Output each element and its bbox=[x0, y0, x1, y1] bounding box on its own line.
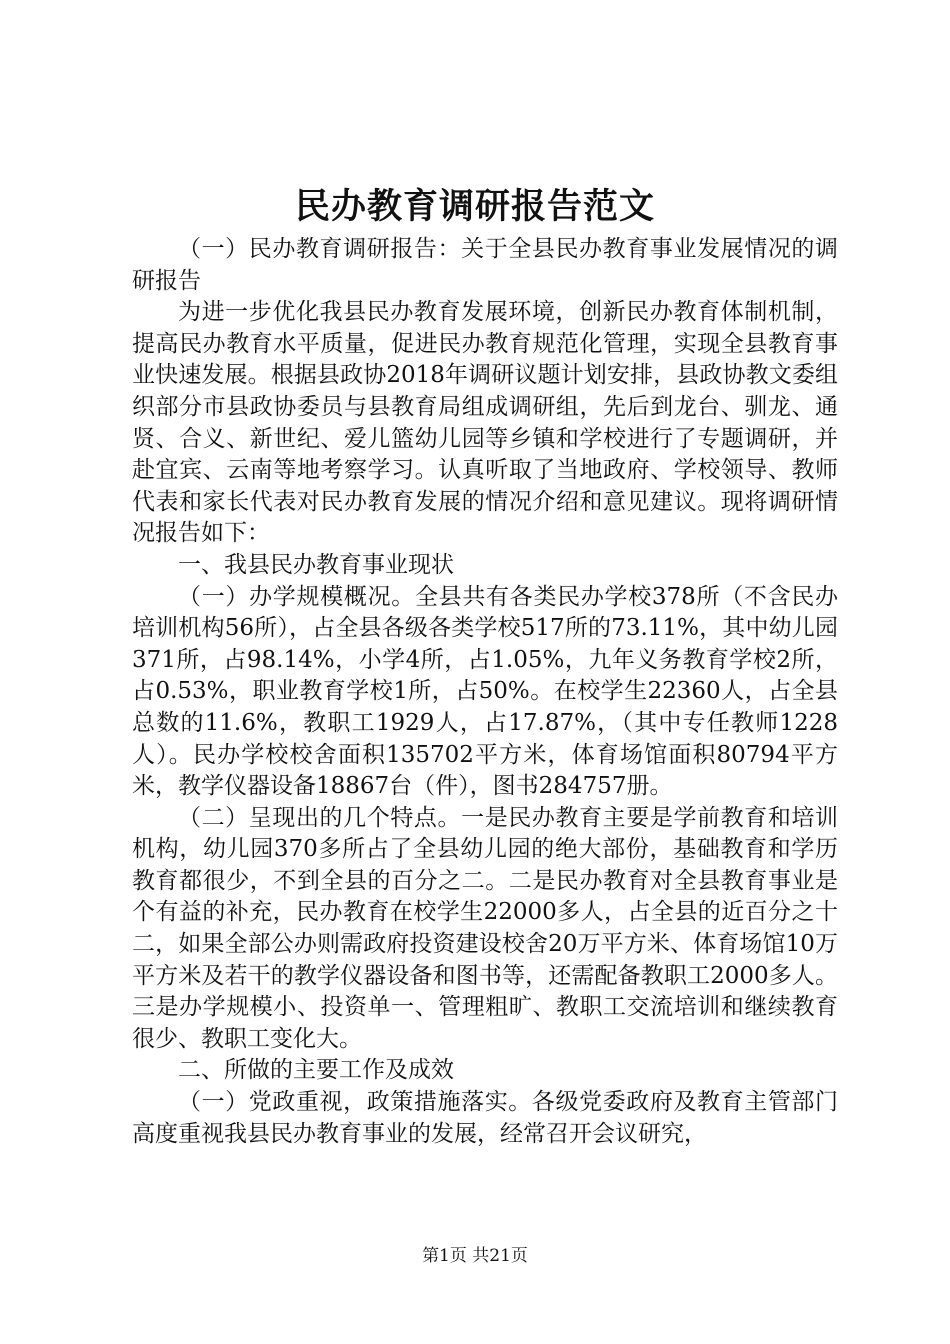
document-body bbox=[132, 234, 838, 1150]
document-title: 民办教育调研报告范文 bbox=[294, 186, 655, 227]
page-number-footer: 第1页 共21页 bbox=[422, 1246, 528, 1266]
paragraph-school-scale: （一）办学规模概况。全县共有各类民办学校378所（不含民办培训机构56所），占全县各级各类学校517所的73.11%，其中幼儿园371所，占98.14%，小学4所，占1.05%，九年义务教育学校2所，占0.53%，职业教育学校1所，占50%。在校学生22360人，占全县总数的11.6%，教职工1929人，占17.87%，（其中专任教师1228人）。民办学校校舍面积135702平方米，体育场馆面积80794平方米，教学仪器设备18867台（件），图书284757册。 bbox=[132, 583, 838, 800]
paragraph-characteristics: （二）呈现出的几个特点。一是民办教育主要是学前教育和培训机构，幼儿园370多所占了全县幼儿园的绝大部份，基础教育和学历教育都很少，不到全县的百分之二。二是民办教育对全县教育事业是个有益的补充，民办教育在校学生22000多人，占全县的近百分之十二，如果全部公办则需政府投资建设校舍20万平方米、体育场馆10万平方米及若干的教学仪器设备和图书等，还需配备教职工2000多人。三是办学规模小、投资单一、管理粗旷、教职工交流培训和继续教育很少、教职工变化大。 bbox=[132, 804, 838, 1052]
section-heading-main-work: 二、所做的主要工作及成效 bbox=[178, 1057, 454, 1084]
paragraph-introduction: 为进一步优化我县民办教育发展环境，创新民办教育体制机制，提高民办教育水平质量，促进民办教育规范化管理，实现全县教育事业快速发展。根据县政协2018年调研议题计划安排，县政协教文委组织部分市县政协委员与县教育局组成调研组，先后到龙台、驯龙、通贤、合义、新世纪、爱儿篮幼儿园等乡镇和学校进行了专题调研，并赴宜宾、云南等地考察学习。认真听取了当地政府、学校领导、教师代表和家长代表对民办教育发展的情况介绍和意见建议。现将调研情况报告如下： bbox=[132, 299, 838, 547]
section-heading-current-status: 一、我县民办教育事业现状 bbox=[178, 551, 454, 578]
paragraph-report-subtitle: （一）民办教育调研报告：关于全县民办教育事业发展情况的调研报告 bbox=[132, 236, 838, 294]
paragraph-party-government: （一）党政重视，政策措施落实。各级党委政府及教育主管部门高度重视我县民办教育事业的发展，经常召开会议研究， bbox=[132, 1089, 838, 1147]
